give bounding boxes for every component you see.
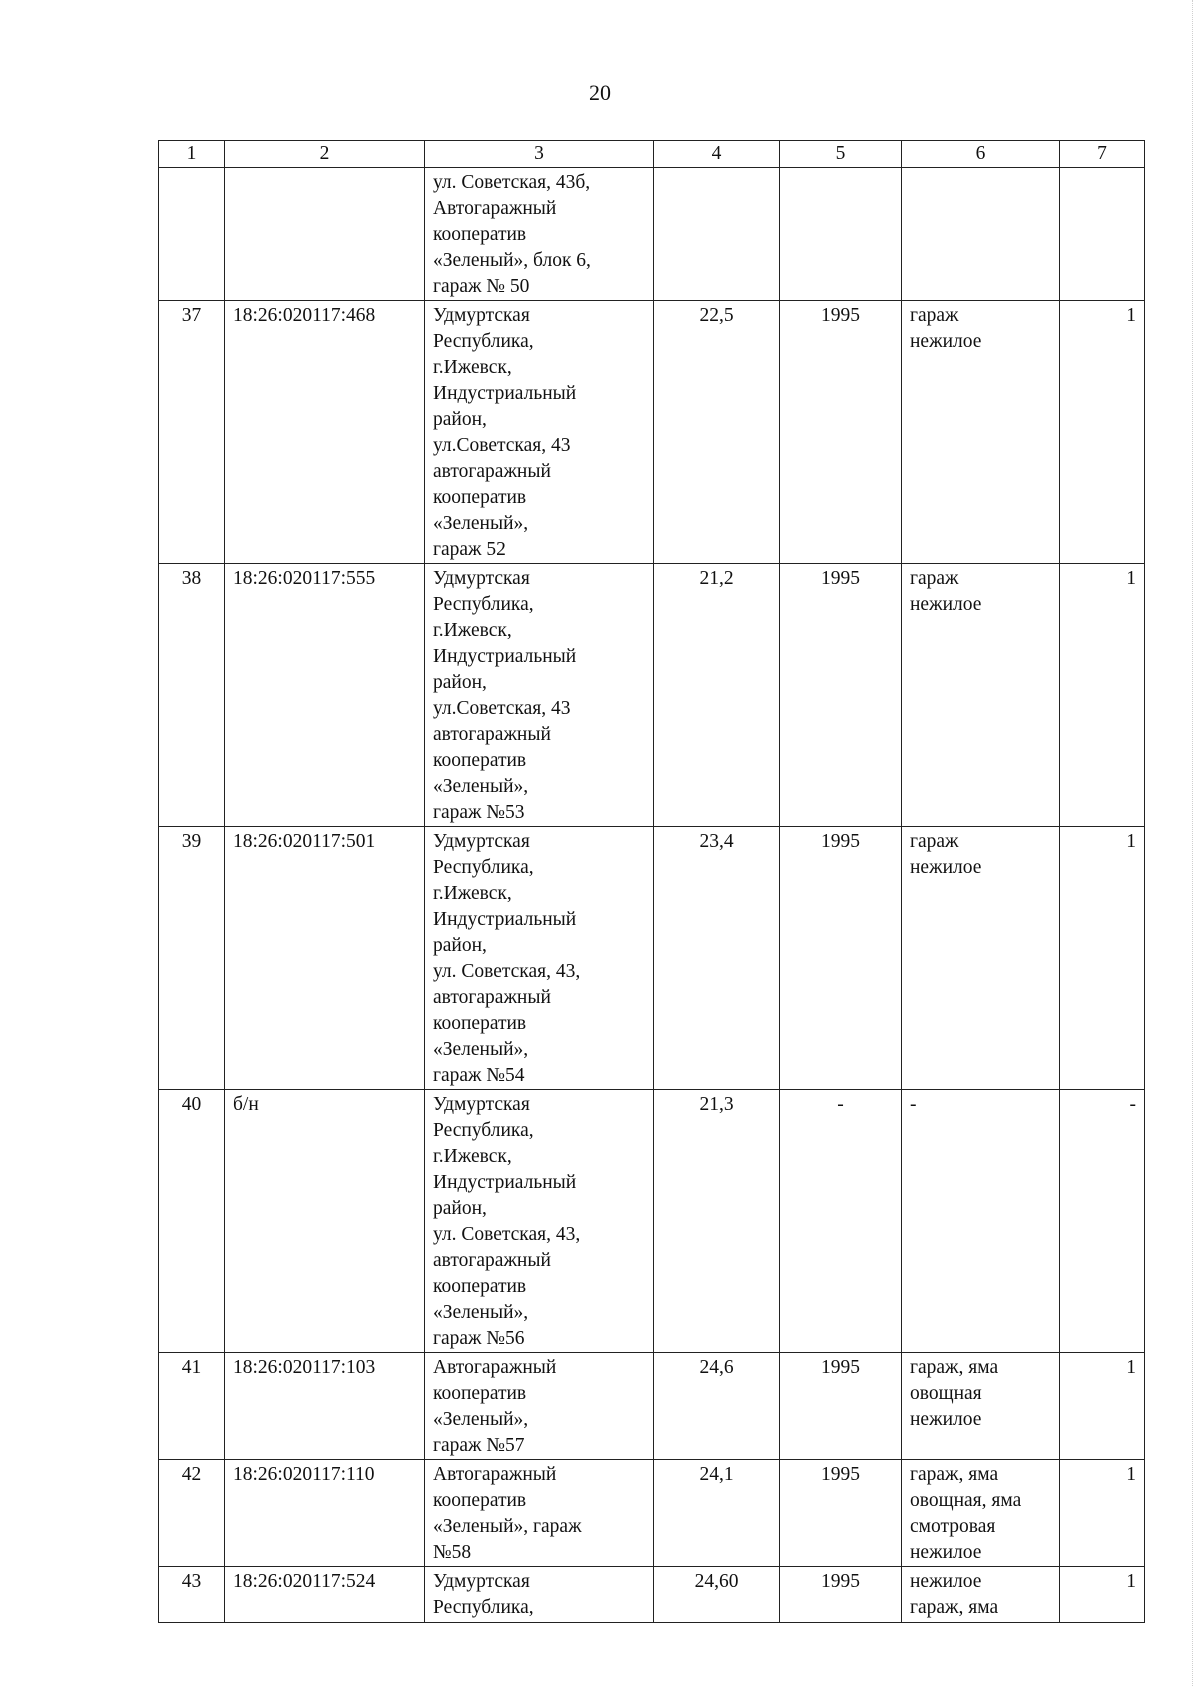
year: 1995	[780, 1353, 902, 1460]
table-row	[159, 1460, 1145, 1567]
year: 1995	[780, 1460, 902, 1567]
description: гараж нежилое	[902, 827, 1060, 1090]
table-row	[159, 1090, 1145, 1353]
area: 24,6	[654, 1353, 780, 1460]
table-row	[159, 564, 1145, 827]
description: гараж, яма овощная нежилое	[902, 1353, 1060, 1460]
year: 1995	[780, 1567, 902, 1623]
table-header	[159, 141, 1145, 168]
area: 23,4	[654, 827, 780, 1090]
area	[654, 168, 780, 301]
row-number: 38	[159, 564, 225, 827]
area: 24,60	[654, 1567, 780, 1623]
row-number: 43	[159, 1567, 225, 1623]
description	[902, 168, 1060, 301]
row-number: 37	[159, 301, 225, 564]
row-number	[159, 168, 225, 301]
header-col-7: 7	[1060, 141, 1145, 168]
count: 1	[1060, 1353, 1145, 1460]
scan-edge-line	[1192, 0, 1194, 1686]
row-number: 40	[159, 1090, 225, 1353]
row-number: 41	[159, 1353, 225, 1460]
header-col-4: 4	[654, 141, 780, 168]
year	[780, 168, 902, 301]
cadastral-number: 18:26:020117:103	[225, 1353, 425, 1460]
table-row	[159, 827, 1145, 1090]
header-col-2: 2	[225, 141, 425, 168]
address: Удмуртская Республика, г.Ижевск, Индустриальный район, ул.Советская, 43 автогаражный кооператив «Зеленый», гараж 52	[425, 301, 654, 564]
cadastral-number: 18:26:020117:555	[225, 564, 425, 827]
description: гараж, яма овощная, яма смотровая нежилое	[902, 1460, 1060, 1567]
cadastral-number: 18:26:020117:501	[225, 827, 425, 1090]
count: 1	[1060, 1567, 1145, 1623]
address: Удмуртская Республика, г.Ижевск, Индустриальный район, ул. Советская, 43, автогаражный кооператив «Зеленый», гараж №54	[425, 827, 654, 1090]
table-body	[159, 168, 1145, 1623]
year: 1995	[780, 827, 902, 1090]
header-col-3: 3	[425, 141, 654, 168]
cadastral-number: 18:26:020117:524	[225, 1567, 425, 1623]
cadastral-number: б/н	[225, 1090, 425, 1353]
area: 21,3	[654, 1090, 780, 1353]
year: 1995	[780, 564, 902, 827]
address: Удмуртская Республика, г.Ижевск, Индустриальный район, ул. Советская, 43, автогаражный кооператив «Зеленый», гараж №56	[425, 1090, 654, 1353]
header-row	[159, 141, 1145, 168]
count	[1060, 168, 1145, 301]
count: 1	[1060, 564, 1145, 827]
address: Удмуртская Республика,	[425, 1567, 654, 1623]
cadastral-number: 18:26:020117:110	[225, 1460, 425, 1567]
header-col-1: 1	[159, 141, 225, 168]
table-row	[159, 168, 1145, 301]
description: гараж нежилое	[902, 564, 1060, 827]
year: -	[780, 1090, 902, 1353]
count: -	[1060, 1090, 1145, 1353]
address: Автогаражный кооператив «Зеленый», гараж №58	[425, 1460, 654, 1567]
count: 1	[1060, 1460, 1145, 1567]
cadastral-number: 18:26:020117:468	[225, 301, 425, 564]
page-number: 20	[589, 80, 611, 105]
property-table	[158, 140, 1145, 1623]
year: 1995	[780, 301, 902, 564]
description: нежилое гараж, яма	[902, 1567, 1060, 1623]
description: гараж нежилое	[902, 301, 1060, 564]
table-row	[159, 301, 1145, 564]
area: 24,1	[654, 1460, 780, 1567]
header-col-5: 5	[780, 141, 902, 168]
count: 1	[1060, 827, 1145, 1090]
table-row	[159, 1567, 1145, 1623]
count: 1	[1060, 301, 1145, 564]
header-col-6: 6	[902, 141, 1060, 168]
cadastral-number	[225, 168, 425, 301]
area: 21,2	[654, 564, 780, 827]
row-number: 42	[159, 1460, 225, 1567]
description: -	[902, 1090, 1060, 1353]
row-number: 39	[159, 827, 225, 1090]
area: 22,5	[654, 301, 780, 564]
address: ул. Советская, 43б, Автогаражный кооператив «Зеленый», блок 6, гараж № 50	[425, 168, 654, 301]
address: Удмуртская Республика, г.Ижевск, Индустриальный район, ул.Советская, 43 автогаражный кооператив «Зеленый», гараж №53	[425, 564, 654, 827]
table-row	[159, 1353, 1145, 1460]
address: Автогаражный кооператив «Зеленый», гараж №57	[425, 1353, 654, 1460]
